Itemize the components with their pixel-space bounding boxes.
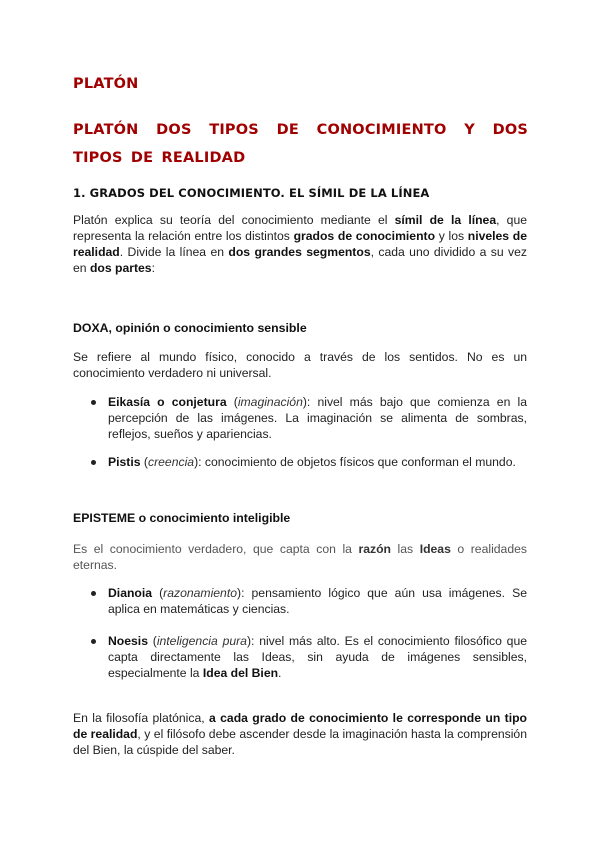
list-item-pistis: [90, 454, 527, 470]
doxa-heading: DOXA, opinión o conocimiento sensible: [73, 321, 307, 335]
list-item-eikasia: [90, 394, 527, 442]
episteme-heading: EPISTEME o conocimiento inteligible: [73, 511, 291, 525]
section-heading-grados: 1. GRADOS DEL CONOCIMIENTO. EL SÍMIL DE LA LÍNEA: [73, 186, 430, 200]
bullet-icon: [90, 585, 108, 596]
document-title: PLATÓN: [73, 76, 139, 92]
list-item-text: Eikasía o conjetura (imaginación): nivel más bajo que comienza en la percepción de las imágenes. La imaginación se alimenta de sombras, reflejos, sueños y apariencias.: [108, 395, 527, 441]
document-subtitle: PLATÓN DOS TIPOS DE CONOCIMIENTO Y DOS TIPOS DE REALIDAD: [73, 122, 528, 166]
list-item-dianoia: [90, 585, 527, 617]
bullet-icon: [90, 633, 108, 644]
list-item-noesis: [90, 633, 527, 681]
intro-paragraph: Platón explica su teoría del conocimiento mediante el símil de la línea, que representa la relación entre los distintos grados de conocimiento y los niveles de realidad. Divide la línea en dos grandes segmentos, cada uno dividido a su vez en dos partes:: [73, 213, 528, 275]
episteme-description: Es el conocimiento verdadero, que capta con la razón las Ideas o realidades eternas.: [73, 542, 527, 572]
conclusion-paragraph: En la filosofía platónica, a cada grado de conocimiento le corresponde un tipo de realidad, y el filósofo debe ascender desde la imaginación hasta la comprensión del Bien, la cúspide del saber.: [73, 711, 527, 757]
list-item-text: Pistis (creencia): conocimiento de objetos físicos que conforman el mundo.: [108, 455, 516, 469]
doxa-description: Se refiere al mundo físico, conocido a través de los sentidos. No es un conocimiento verdadero ni universal.: [73, 350, 527, 380]
bullet-icon: [90, 394, 108, 405]
list-item-text: Dianoia (razonamiento): pensamiento lógico que aún usa imágenes. Se aplica en matemáticas y ciencias.: [108, 586, 527, 616]
list-item-text: Noesis (inteligencia pura): nivel más alto. Es el conocimiento filosófico que capta directamente las Ideas, sin ayuda de imágenes sensibles, especialmente la Idea del Bien.: [108, 634, 528, 680]
bullet-icon: [90, 454, 108, 465]
